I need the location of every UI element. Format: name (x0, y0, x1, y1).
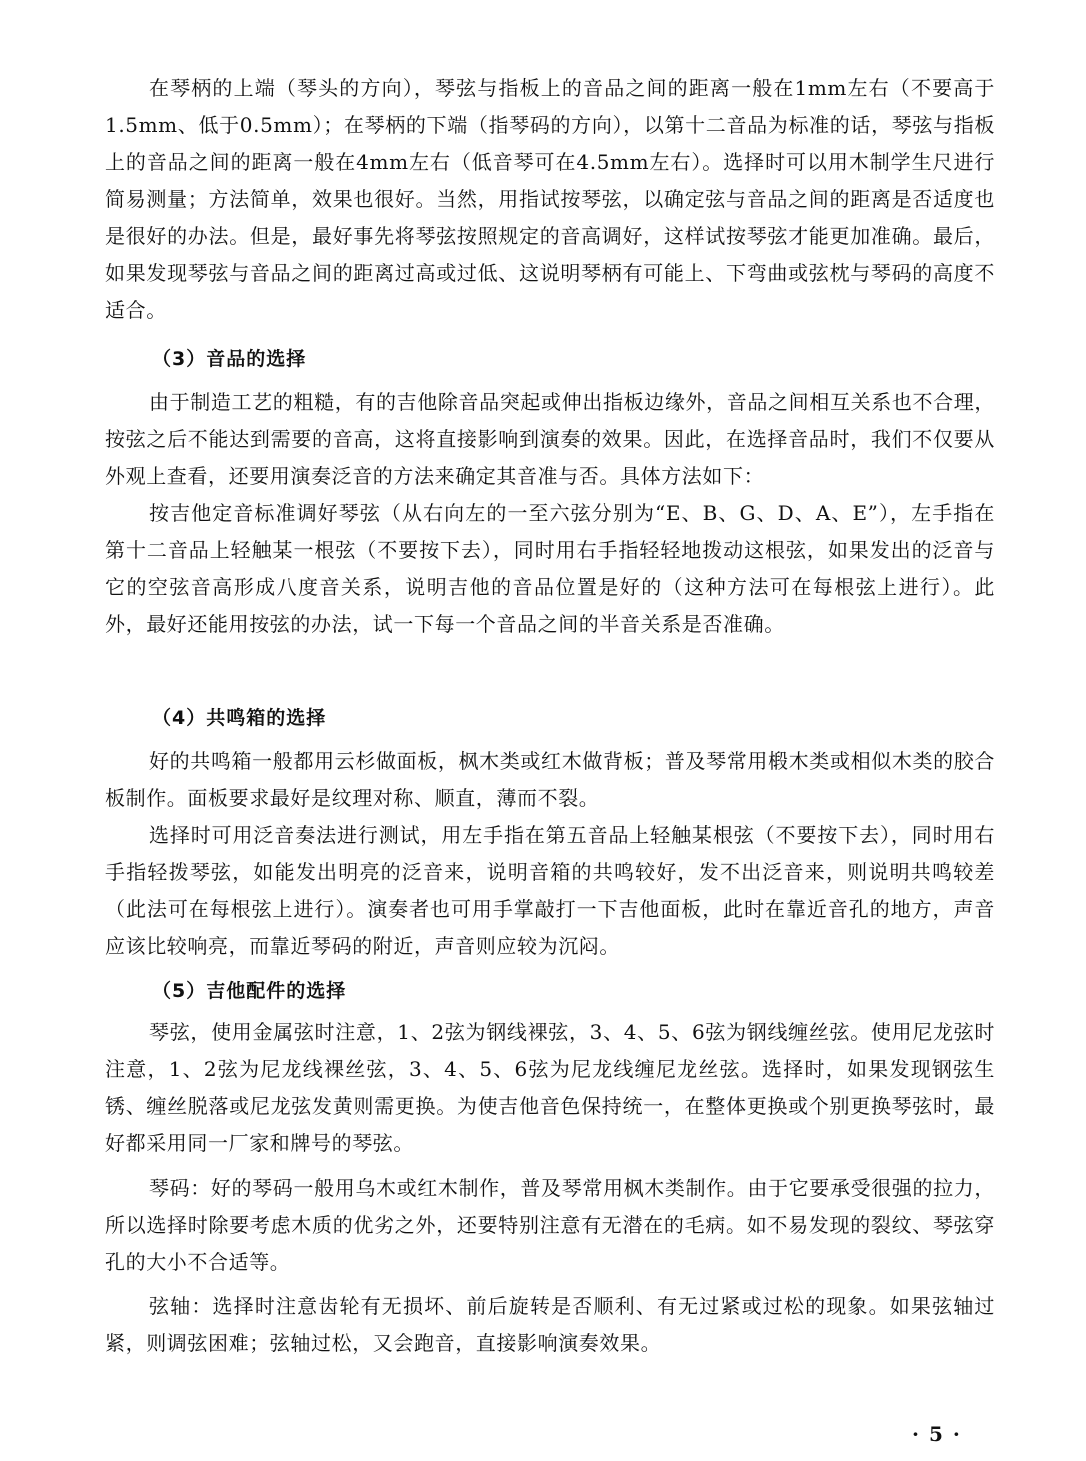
paragraph-fret-intro: 由于制造工艺的粗糙，有的吉他除音品突起或伸出指板边缘外，音品之间相互关系也不合理，按弦之后不能达到需要的音高，这将直接影响到演奏的效果。因此，在选择音品时，我们不仅要从外观上查看，还要用演奏泛音的方法来确定其音准与否。具体方法如下： (105, 390, 995, 488)
section-heading-soundbox-selection: （4）共鸣箱的选择 (152, 707, 327, 729)
paragraph-string-height: 在琴柄的上端（琴头的方向），琴弦与指板上的音品之间的距离一般在1mm左右（不要高于1.5mm、低于0.5mm）；在琴柄的下端（指琴码的方向），以第十二音品为标准的话，琴弦与指板上的音品之间的距离一般在4mm左右（低音琴可在4.5mm左右）。选择时可以用木制学生尺进行简易测量；方法简单，效果也很好。当然，用指试按琴弦，以确定弦与音品之间的距离是否适度也是很好的办法。但是，最好事先将琴弦按照规定的音高调好，这样试按琴弦才能更加准确。最后，如果发现琴弦与音品之间的距离过高或过低、这说明琴柄有可能上、下弯曲或弦枕与琴码的高度不适合。 (105, 76, 995, 322)
paragraph-tuning-pegs: 弦轴：选择时注意齿轮有无损坏、前后旋转是否顺利、有无过紧或过松的现象。如果弦轴过紧，则调弦困难；弦轴过松，又会跑音，直接影响演奏效果。 (105, 1294, 995, 1355)
page-number: ·5· (912, 1422, 970, 1446)
paragraph-bridge: 琴码：好的琴码一般用乌木或红木制作，普及琴常用枫木类制作。由于它要承受很强的拉力，所以选择时除要考虑木质的优劣之外，还要特别注意有无潜在的毛病。如不易发现的裂纹、琴弦穿孔的大小不合适等。 (105, 1176, 995, 1274)
section-heading-fret-selection: （3）音品的选择 (152, 348, 307, 370)
paragraph-soundbox-test: 选择时可用泛音奏法进行测试，用左手指在第五音品上轻触某根弦（不要按下去），同时用右手指轻拨琴弦，如能发出明亮的泛音来，说明音箱的共鸣较好，发不出泛音来，则说明共鸣较差（此法可在每根弦上进行）。演奏者也可用手掌敲打一下吉他面板，此时在靠近音孔的地方，声音应该比较响亮，而靠近琴码的附近，声音则应较为沉闷。 (105, 823, 995, 958)
paragraph-soundbox-materials: 好的共鸣箱一般都用云杉做面板，枫木类或红木做背板；普及琴常用椴木类或相似木类的胶合板制作。面板要求最好是纹理对称、顺直，薄而不裂。 (105, 749, 995, 810)
paragraph-strings: 琴弦，使用金属弦时注意，1、2弦为钢线裸弦，3、4、5、6弦为钢线缠丝弦。使用尼龙弦时注意，1、2弦为尼龙线裸丝弦，3、4、5、6弦为尼龙线缠尼龙丝弦。选择时，如果发现钢弦生锈、缠丝脱落或尼龙弦发黄则需更换。为使吉他音色保持统一，在整体更换或个别更换琴弦时，最好都采用同一厂家和牌号的琴弦。 (105, 1020, 995, 1155)
section-heading-accessories-selection: （5）吉他配件的选择 (152, 980, 347, 1002)
paragraph-fret-method: 按吉他定音标准调好琴弦（从右向左的一至六弦分别为“E、B、G、D、A、E”），左手指在第十二音品上轻触某一根弦（不要按下去），同时用右手指轻轻地拨动这根弦，如果发出的泛音与它的空弦音高形成八度音关系，说明吉他的音品位置是好的（这种方法可在每根弦上进行）。此外，最好还能用按弦的办法，试一下每一个音品之间的半音关系是否准确。 (105, 501, 995, 636)
